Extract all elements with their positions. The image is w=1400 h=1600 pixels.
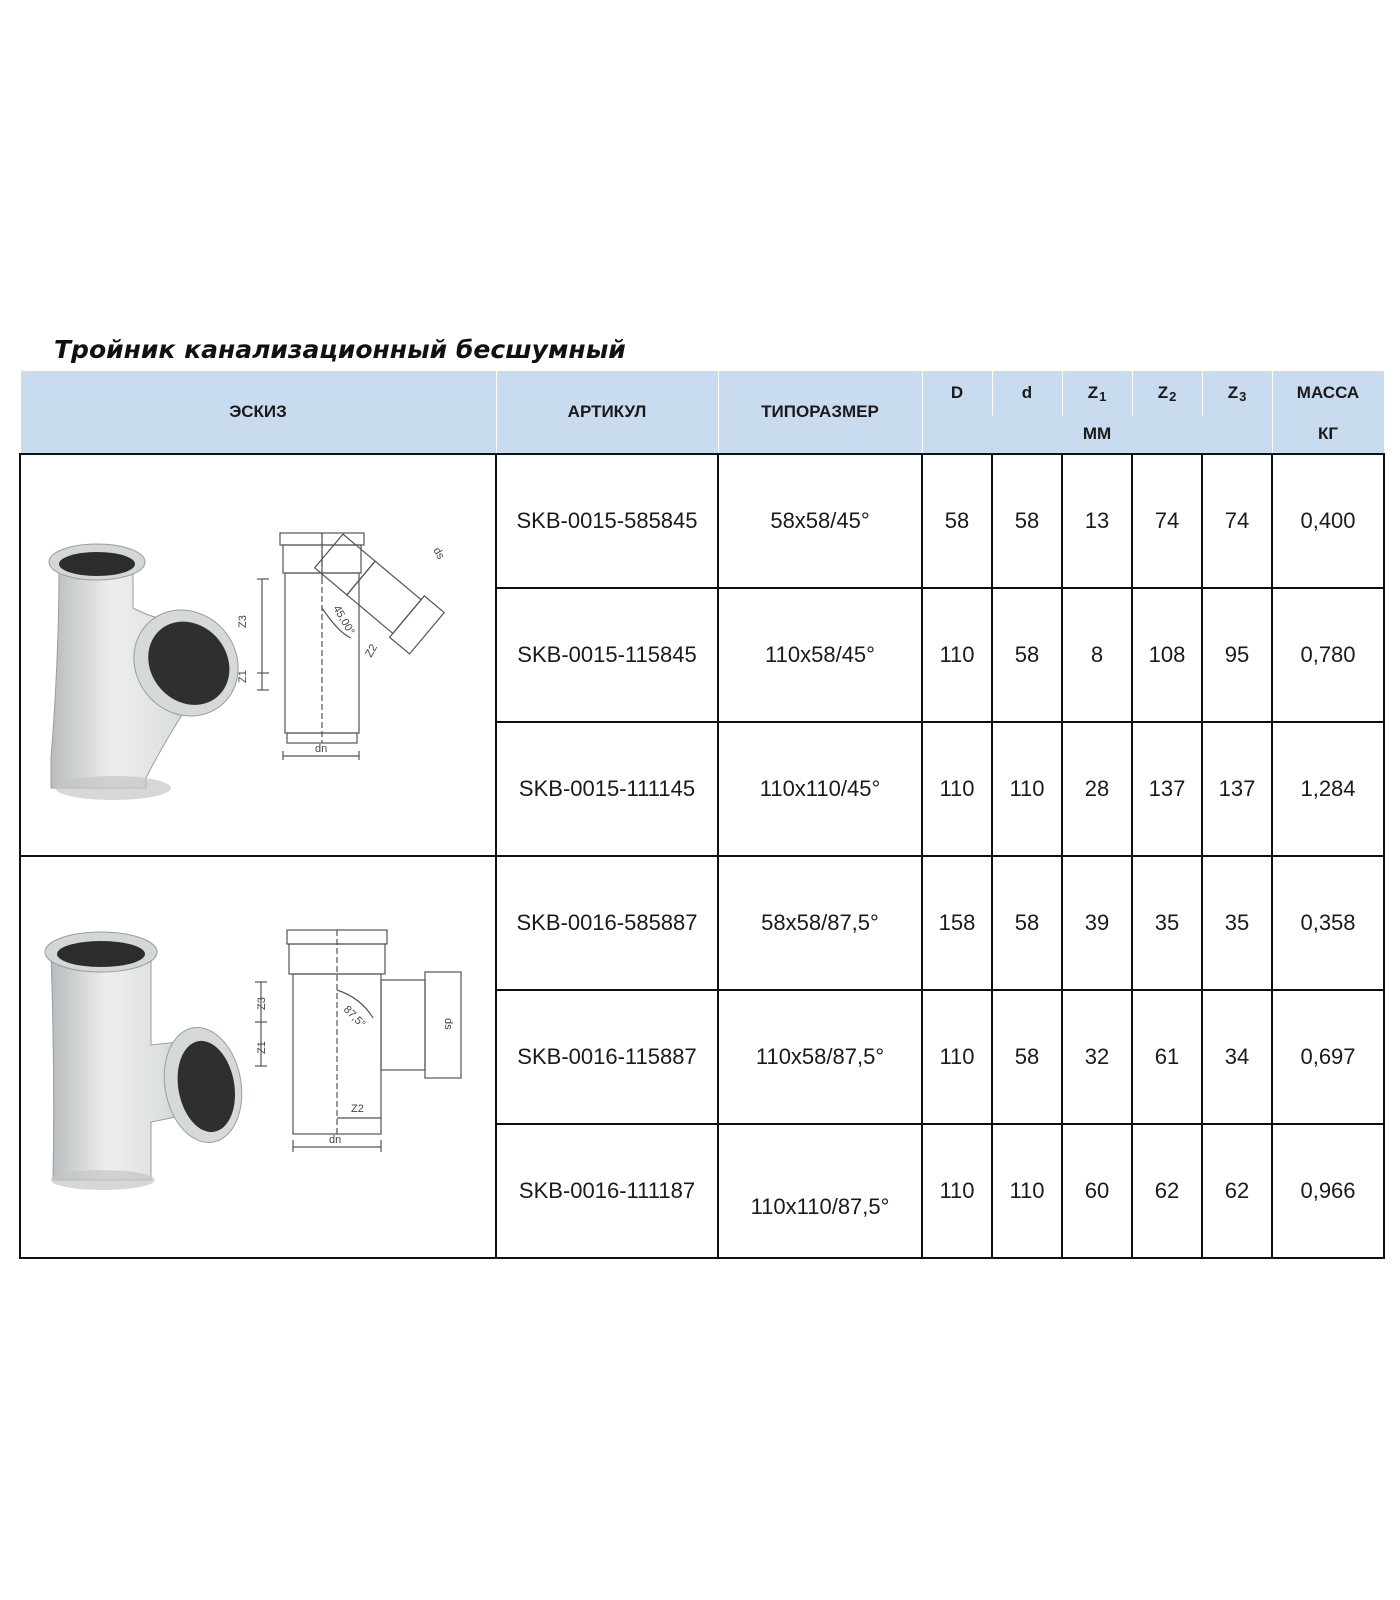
table-row: [20, 856, 1384, 990]
cell-z3: 34: [1202, 990, 1272, 1124]
cell-z2: 35: [1132, 856, 1202, 990]
dim-z3: Z3: [237, 614, 249, 628]
cell-mass: 1,284: [1272, 722, 1384, 856]
tee-87-illustration: [21, 860, 495, 1254]
cell-mass: 0,697: [1272, 990, 1384, 1124]
cell-z2: 137: [1132, 722, 1202, 856]
cell-D: 110: [922, 1124, 992, 1258]
sketch-tee-87: [20, 856, 496, 1258]
cell-size: 110x110/45°: [718, 722, 922, 856]
cell-mass: 0,780: [1272, 588, 1384, 722]
table-row: [20, 454, 1384, 588]
cell-D: 58: [922, 454, 992, 588]
cell-article: SKB-0015-115845: [496, 588, 718, 722]
header-unit-kg: КГ: [1272, 416, 1384, 454]
cell-z3: 35: [1202, 856, 1272, 990]
cell-mass: 0,400: [1272, 454, 1384, 588]
cell-size: 58x58/87,5°: [718, 856, 922, 990]
dim-z3: Z3: [256, 996, 268, 1010]
cell-size: 58x58/45°: [718, 454, 922, 588]
cell-z1: 13: [1062, 454, 1132, 588]
header-D: D: [922, 371, 992, 416]
cell-mass: 0,358: [1272, 856, 1384, 990]
cell-article: SKB-0016-115887: [496, 990, 718, 1124]
header-z1: Z1: [1062, 371, 1132, 416]
cell-article: SKB-0016-585887: [496, 856, 718, 990]
dim-dn: dn: [315, 742, 328, 755]
cell-z3: 95: [1202, 588, 1272, 722]
header-mass: МАССА: [1272, 371, 1384, 416]
dim-z2: Z2: [363, 641, 381, 659]
cell-z2: 108: [1132, 588, 1202, 722]
cell-z2: 62: [1132, 1124, 1202, 1258]
cell-D: 158: [922, 856, 992, 990]
tee-45-illustration: [21, 458, 495, 852]
cell-z2: 74: [1132, 454, 1202, 588]
cell-d: 58: [992, 856, 1062, 990]
cell-d: 110: [992, 1124, 1062, 1258]
header-sketch: ЭСКИЗ: [20, 371, 496, 454]
cell-d: 58: [992, 454, 1062, 588]
cell-z3: 62: [1202, 1124, 1272, 1258]
cell-z1: 39: [1062, 856, 1132, 990]
header-z2: Z2: [1132, 371, 1202, 416]
dim-z1: Z1: [237, 669, 249, 683]
cell-size: 110x110/87,5°: [718, 1124, 922, 1258]
sketch-tee-45: [20, 454, 496, 856]
cell-z3: 137: [1202, 722, 1272, 856]
header-d: d: [992, 371, 1062, 416]
cell-D: 110: [922, 722, 992, 856]
dim-angle: 45,00°: [330, 603, 357, 637]
cell-D: 110: [922, 588, 992, 722]
header-article: АРТИКУЛ: [496, 371, 718, 454]
cell-article: SKB-0015-585845: [496, 454, 718, 588]
cell-d: 110: [992, 722, 1062, 856]
dim-angle: 87,5°: [340, 1003, 368, 1030]
cell-size: 110x58/87,5°: [718, 990, 922, 1124]
dim-ds: ds: [430, 545, 447, 562]
cell-z3: 74: [1202, 454, 1272, 588]
page-title: Тройник канализационный бесшумный: [54, 335, 626, 364]
dim-dn: dn: [329, 1133, 342, 1146]
cell-article: SKB-0015-111145: [496, 722, 718, 856]
cell-z1: 8: [1062, 588, 1132, 722]
dim-ds: ds: [442, 1017, 454, 1030]
cell-z1: 28: [1062, 722, 1132, 856]
tee-45-photo: [49, 544, 260, 800]
header-z3: Z3: [1202, 371, 1272, 416]
dim-z1: Z1: [256, 1040, 268, 1054]
dim-z2: Z2: [351, 1102, 364, 1115]
header-size: ТИПОРАЗМЕР: [718, 371, 922, 454]
cell-D: 110: [922, 990, 992, 1124]
tee-87-photo: [45, 932, 250, 1190]
cell-z1: 32: [1062, 990, 1132, 1124]
cell-d: 58: [992, 588, 1062, 722]
spec-table: [19, 370, 1385, 1259]
cell-d: 58: [992, 990, 1062, 1124]
header-unit-mm: ММ: [922, 416, 1272, 454]
cell-mass: 0,966: [1272, 1124, 1384, 1258]
cell-z1: 60: [1062, 1124, 1132, 1258]
cell-size: 110x58/45°: [718, 588, 922, 722]
cell-article: SKB-0016-111187: [496, 1124, 718, 1258]
tee-87-drawing: [255, 930, 461, 1152]
tee-45-drawing: [257, 530, 447, 760]
cell-z2: 61: [1132, 990, 1202, 1124]
